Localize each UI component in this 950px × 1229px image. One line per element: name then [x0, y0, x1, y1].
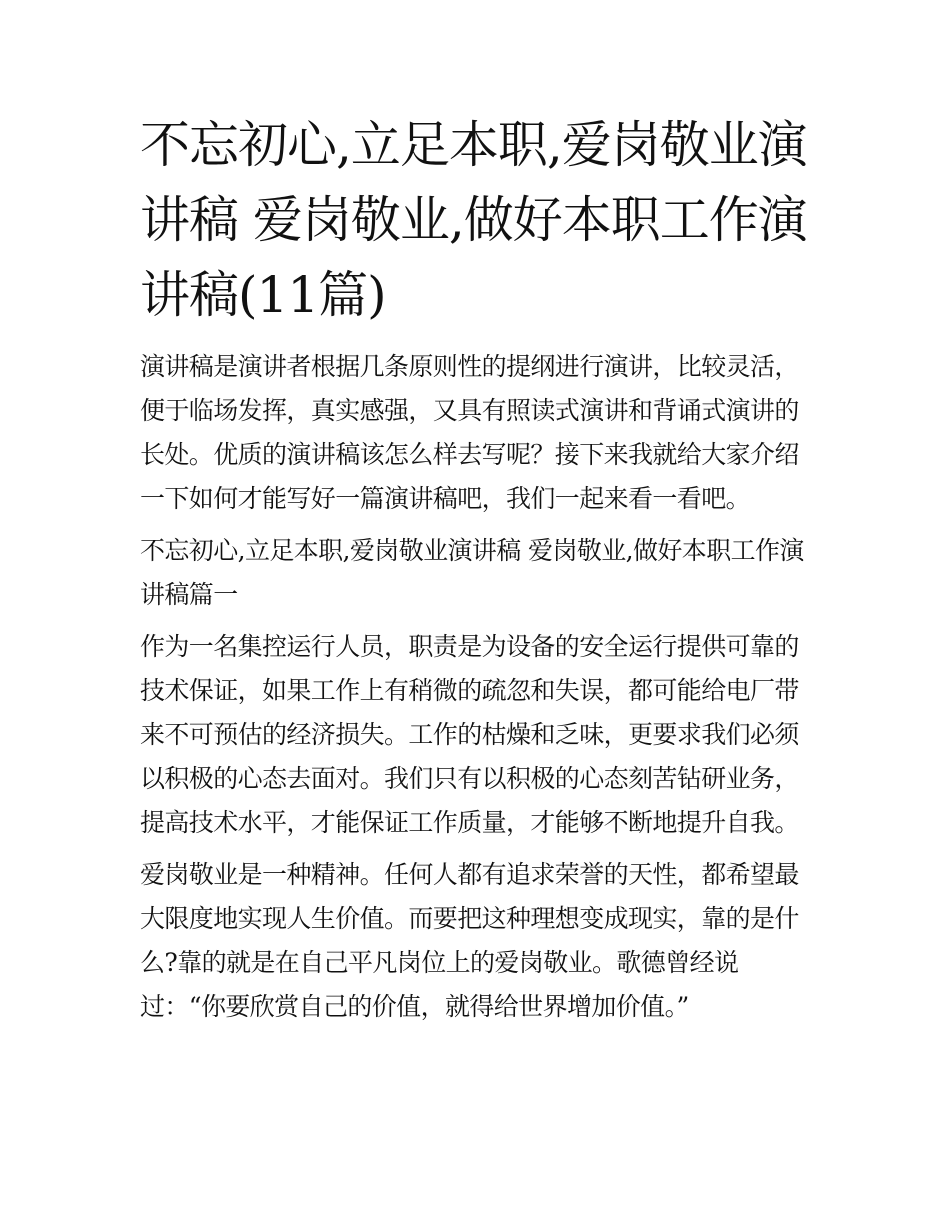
body-paragraph: 作为一名集控运行人员，职责是为设备的安全运行提供可靠的技术保证，如果工作上有稍微的疏忽和失误，都可能给电厂带来不可预估的经济损失。工作的枯燥和乏味，更要求我们必须以积极的心态去面对。我们只有以积极的心态刻苦钻研业务，提高技术水平，才能保证工作质量，才能够不断地提升自我。	[140, 632, 799, 837]
document-page	[140, 108, 812, 1029]
document-title: 不忘初心,立足本职,爱岗敬业演讲稿 爱岗敬业,做好本职工作演讲稿(11篇)	[140, 116, 807, 324]
section-heading: 不忘初心,立足本职,爱岗敬业演讲稿 爱岗敬业,做好本职工作演讲稿篇一	[140, 536, 804, 609]
intro-paragraph: 演讲稿是演讲者根据几条原则性的提纲进行演讲，比较灵活，便于临场发挥，真实感强，又具有照读式演讲和背诵式演讲的长处。优质的演讲稿该怎么样去写呢？接下来我就给大家介绍一下如何才能写好一篇演讲稿吧，我们一起来看一看吧。	[140, 352, 799, 513]
body-paragraph: 爱岗敬业是一种精神。任何人都有追求荣誉的天性，都希望最大限度地实现人生价值。而要把这种理想变成现实，靠的是什么?靠的就是在自己平凡岗位上的爱岗敬业。歌德曾经说过：“你要欣赏自己的价值，就得给世界增加价值。”	[140, 860, 799, 1021]
